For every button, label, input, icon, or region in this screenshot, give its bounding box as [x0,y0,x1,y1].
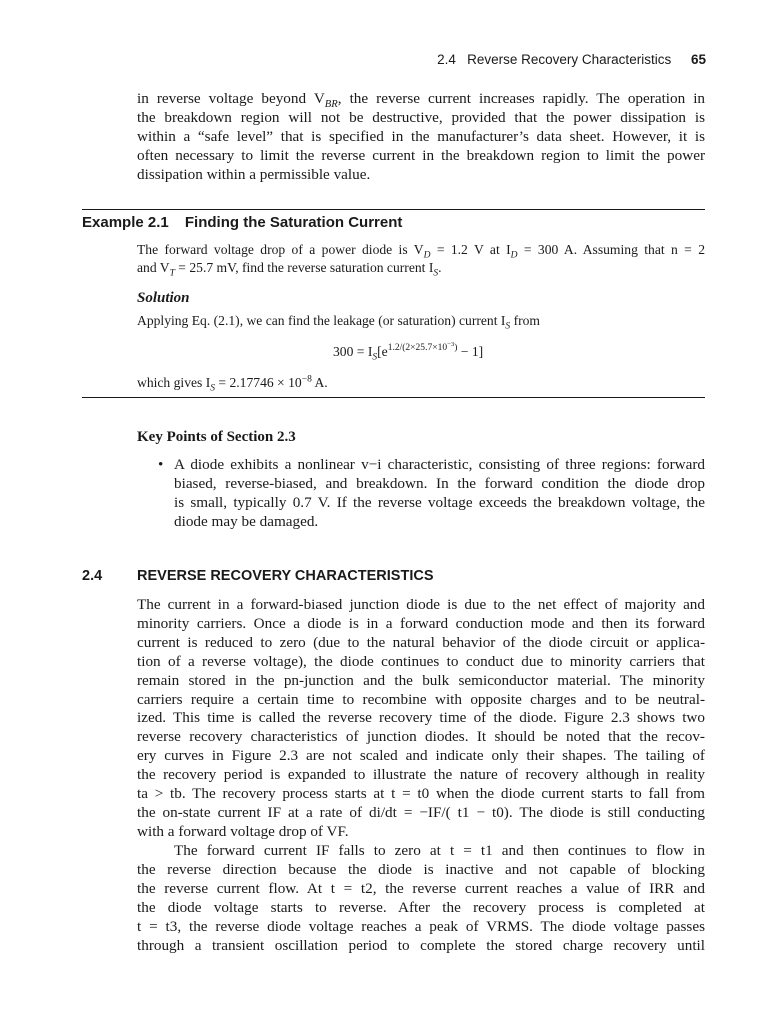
p1-line-7: ized. This time is called the reverse recovery time of the diode. Figure 2.3 shows two [137,709,705,727]
p1-line-10: the recovery period is expanded to illustrate the nature of recovery although in reality [137,766,705,784]
p1-line-5: remain stored in the pn-junction and the bulk semiconductor material. The minority [137,671,705,689]
example-title: Finding the Saturation Current [184,214,403,231]
section-number: 2.4 [82,568,103,584]
equation: $300 = I_S[e^{1.2/(2\times 25.7\times 10^{-3})} - 1]$ [333,341,484,363]
example-heading [82,214,402,231]
p2-line-5: t = t3, the reverse diode voltage reaches a peak of VRMS. The diode voltage passes [137,917,705,935]
problem-line-2: and $V_T = 25.7$ mV, find the reverse saturation current $I_S$. [137,260,442,279]
running-header [0,52,706,67]
section-heading [82,568,434,584]
p2-line-6: through a transient oscillation period to complete the stored charge recovery until [137,936,705,954]
key-points-list-item [174,456,705,532]
key-point-line-3: is small, typically 0.7 V. If the reverse voltage exceeds the breakdown voltage, the [174,493,705,511]
p1-line-2: minority carriers. Once a diode is in a forward conduction mode and then its forward [137,614,705,632]
p1-line-11: ta > tb. The recovery process starts at t = t0 when the diode current starts to fall from [137,785,705,803]
running-title: 2.4 Reverse Recovery Characteristics [437,52,672,67]
intro-line-2: the breakdown region will not be destructive, provided that the power dissipation is [137,108,705,126]
key-point-line-1: A diode exhibits a nonlinear v−i characteristic, consisting of three regions: forward [174,456,705,473]
section-title: REVERSE RECOVERY CHARACTERISTICS [137,568,434,584]
paragraph-2 [137,842,705,955]
key-point-line-4: diode may be damaged. [174,512,319,530]
problem-line-1: The forward voltage drop of a power diode is $V_D = 1.2$ V at $I_D = 300$ A. Assuming that n = 2 [137,242,705,261]
example-number: Example 2.1 [82,214,169,231]
p2-line-3: the reverse current flow. At t = t2, the reverse current reaches a value of IRR and [137,879,705,897]
intro-paragraph [137,90,705,185]
result-text: which gives $I_S = 2.17746 \times 10^{-8}$ A. [137,374,328,394]
page-number: 65 [690,52,706,67]
intro-line-3: within a “safe level” that is specified in the manufacturer’s data sheet. However, it is [137,127,705,145]
p1-line-12: the on-state current IF at a rate of di/dt = −IF/( t1 − t0). The diode is still conducting [137,803,705,821]
solution-heading: Solution [137,290,190,306]
p1-line-4: tion of a reverse voltage), the diode continues to conduct due to minority carriers that [137,652,705,670]
intro-line-1: in reverse voltage beyond $V_{BR}$, the reverse current increases rapidly. The operation in [137,90,706,111]
key-points-bullet: • [158,456,164,473]
p2-line-1: The forward current IF falls to zero at t = t1 and then continues to flow in [174,842,705,859]
p1-line-8: reverse recovery characteristics of junction diodes. It should be noted that the recov- [137,728,705,746]
key-point-line-2: biased, reverse-biased, and breakdown. In the forward condition the diode drop [174,474,705,492]
p2-line-2: the reverse direction because the diode is inactive and not capable of blocking [137,860,705,878]
p1-line-3: current is reduced to zero (due to the natural behavior of the diode circuit or applica- [137,633,705,651]
p2-line-4: the diode voltage starts to reverse. After the recovery process is completed at [137,898,705,916]
p1-line-6: carriers require a certain time to recombine with opposite charges and to be neutral- [137,690,705,708]
example-problem [137,241,705,277]
solution-text: Applying Eq. (2.1), we can find the leakage (or saturation) current $I_S$ from [137,313,540,332]
key-points-heading: Key Points of Section 2.3 [137,429,296,445]
intro-line-4: often necessary to limit the reverse current in the breakdown region to limit the power [137,146,705,164]
example-top-rule [82,209,705,210]
p1-line-1: The current in a forward-biased junction diode is due to the net effect of majority and [137,596,705,613]
p1-line-9: ery curves in Figure 2.3 are not scaled and indicate only their shapes. The tailing of [137,747,705,765]
example-bottom-rule [82,397,705,398]
paragraph-1 [137,596,705,842]
p1-line-13: with a forward voltage drop of VF. [137,822,349,840]
intro-line-5: dissipation within a permissible value. [137,165,371,183]
